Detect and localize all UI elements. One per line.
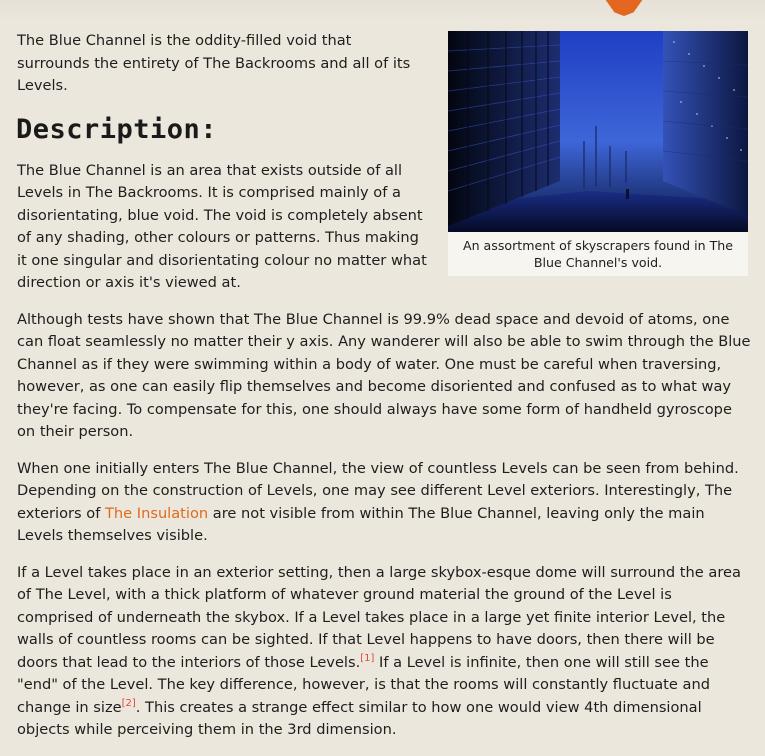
- paragraph-4-text-c: . This creates a strange effect similar to how one would view 4th dimensional objects while perceiving them in the 3rd dimension.: [17, 698, 702, 738]
- paragraph-3: [17, 458, 752, 548]
- paragraph-4: [17, 562, 752, 742]
- figure: [448, 31, 748, 276]
- paragraph-3-text-b: are not visible from within The Blue Channel, leaving only the main Levels themselves visible.: [17, 504, 705, 544]
- paragraph-4-text-b: If a Level is infinite, then one will still see the "end" of the Level. The key difference, however, is that the rooms will constantly fluctuate and change in size: [17, 653, 710, 716]
- top-strip: [0, 0, 765, 22]
- paragraph-1: The Blue Channel is an area that exists outside of all Levels in The Backrooms. It is comprised mainly of a disorientating, blue void. The void is completely absent of any shading, other colours or patterns. Thus making it one singular and disorientating colour no matter what direction or axis it's viewed at.: [17, 161, 427, 291]
- footnote-ref-1[interactable]: [1]: [360, 652, 375, 664]
- paragraph-4-text-a: If a Level takes place in an exterior setting, then a large skybox-esque dome will surround the area of The Level, with a thick platform of whatever ground material the ground of the Level is comprised of underneath the skybox. If a Level takes place in a large yet finite interior Level, the walls of countless rooms can be sighted. If that Level happens to have doors, then there will be doors that lead to the interiors of those Levels.: [17, 563, 741, 671]
- paragraph-2: Although tests have shown that The Blue Channel is 99.9% dead space and devoid of atoms, one can float seamlessly no matter their y axis. Any wanderer will also be able to swim through the Blue Channel as if they were swimming within a body of water. One must be careful when traversing, however, as one can easily flip themselves and become disoriented and confused as to what way they're facing. To compensate for this, one should always have some form of handheld gyroscope on their person.: [17, 310, 751, 440]
- figure-image-skyscrapers: [448, 31, 748, 232]
- paragraph-3-text-a: When one initially enters The Blue Channel, the view of countless Levels can be seen from behind. Depending on the construction of Levels, one may see different Level exteriors. Interestingly, The exteriors of: [17, 459, 739, 522]
- intro-paragraph: The Blue Channel is the oddity-filled void that surrounds the entirety of The Backrooms and all of its Levels.: [17, 32, 411, 94]
- article-content: [17, 30, 752, 756]
- insulation-link[interactable]: The Insulation: [105, 504, 209, 522]
- footnote-ref-2[interactable]: [2]: [121, 697, 136, 709]
- description-heading: Description:: [16, 113, 218, 145]
- figure-caption: An assortment of skyscrapers found in The Blue Channel's void.: [462, 238, 734, 270]
